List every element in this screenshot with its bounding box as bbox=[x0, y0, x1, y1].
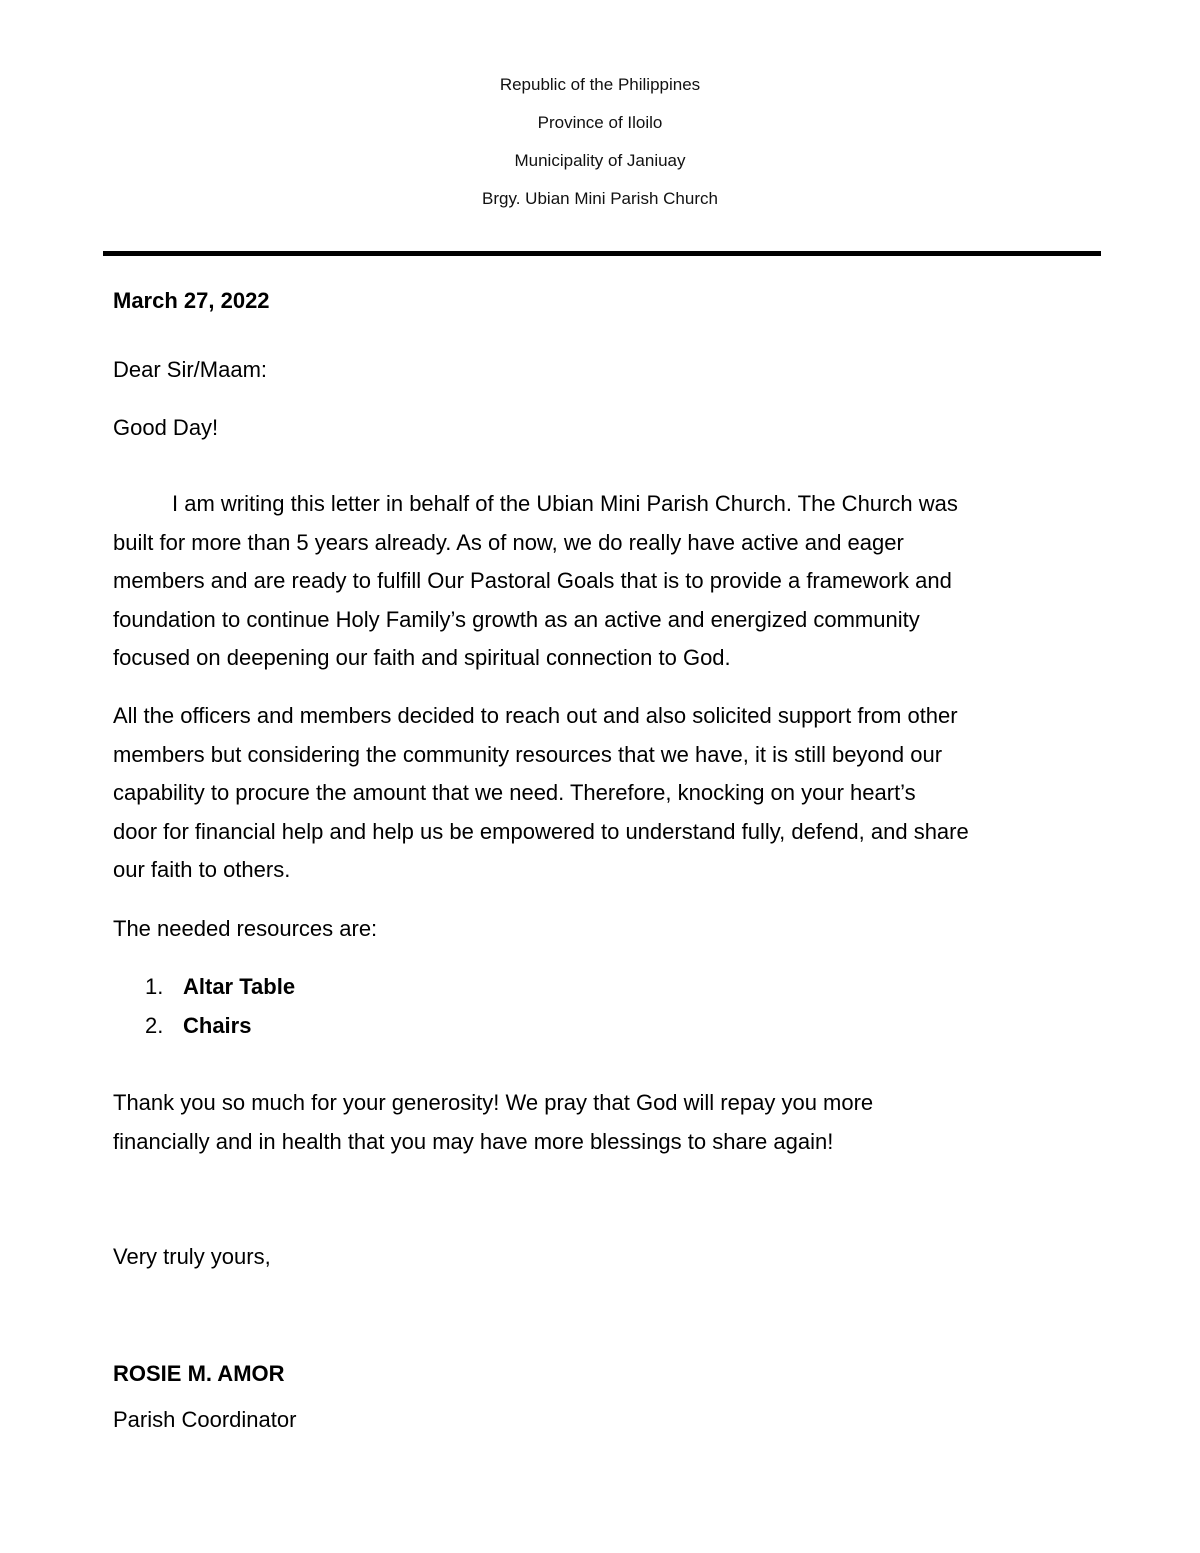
list-item-label: Altar Table bbox=[183, 974, 296, 999]
closing: Very truly yours, bbox=[113, 1244, 271, 1269]
list-item-label: Chairs bbox=[183, 1012, 252, 1038]
paragraph-1-line: members and are ready to fulfill Our Pastoral Goals that is to provide a framework and bbox=[113, 568, 952, 593]
body-paragraph-1 bbox=[113, 485, 1105, 678]
greeting: Good Day! bbox=[113, 415, 219, 440]
header-church: Brgy. Ubian Mini Parish Church bbox=[482, 189, 718, 208]
thanks-line: Thank you so much for your generosity! We pray that God will repay you more bbox=[113, 1090, 874, 1115]
paragraph-2-line: our faith to others. bbox=[113, 857, 291, 882]
signatory-title: Parish Coordinator bbox=[113, 1407, 297, 1432]
resources-intro: The needed resources are: bbox=[113, 916, 378, 941]
salutation: Dear Sir/Maam: bbox=[113, 357, 268, 382]
header-province: Province of Iloilo bbox=[537, 113, 663, 132]
list-item-number: 1. bbox=[145, 974, 164, 999]
thanks-paragraph bbox=[113, 1084, 1105, 1161]
paragraph-2-line: door for financial help and help us be empowered to understand fully, defend, and share bbox=[113, 818, 969, 844]
header-divider bbox=[103, 251, 1101, 256]
thanks-line: financially and in health that you may have more blessings to share again! bbox=[113, 1128, 834, 1154]
header-country: Republic of the Philippines bbox=[499, 75, 701, 94]
letter-date: March 27, 2022 bbox=[113, 288, 270, 313]
body-paragraph-2 bbox=[113, 697, 1105, 890]
list-item bbox=[145, 968, 295, 1007]
paragraph-1-line: foundation to continue Holy Family’s growth as an active and energized community bbox=[113, 606, 920, 632]
resources-list bbox=[145, 968, 295, 1045]
header-municipality: Municipality of Janiuay bbox=[514, 151, 686, 170]
paragraph-1-line: focused on deepening our faith and spiritual connection to God. bbox=[113, 645, 731, 670]
paragraph-1-line: built for more than 5 years already. As of now, we do really have active and eager bbox=[113, 529, 904, 555]
paragraph-2-line: capability to procure the amount that we need. Therefore, knocking on your heart’s bbox=[113, 780, 916, 805]
signatory-name: ROSIE M. AMOR bbox=[113, 1361, 285, 1386]
list-item-number: 2. bbox=[145, 1012, 164, 1038]
paragraph-2-line: All the officers and members decided to reach out and also solicited support from other bbox=[113, 703, 958, 728]
paragraph-1-line: I am writing this letter in behalf of the Ubian Mini Parish Church. The Church was bbox=[172, 491, 958, 516]
paragraph-2-line: members but considering the community resources that we have, it is still beyond our bbox=[113, 741, 943, 767]
list-item bbox=[145, 1007, 295, 1046]
